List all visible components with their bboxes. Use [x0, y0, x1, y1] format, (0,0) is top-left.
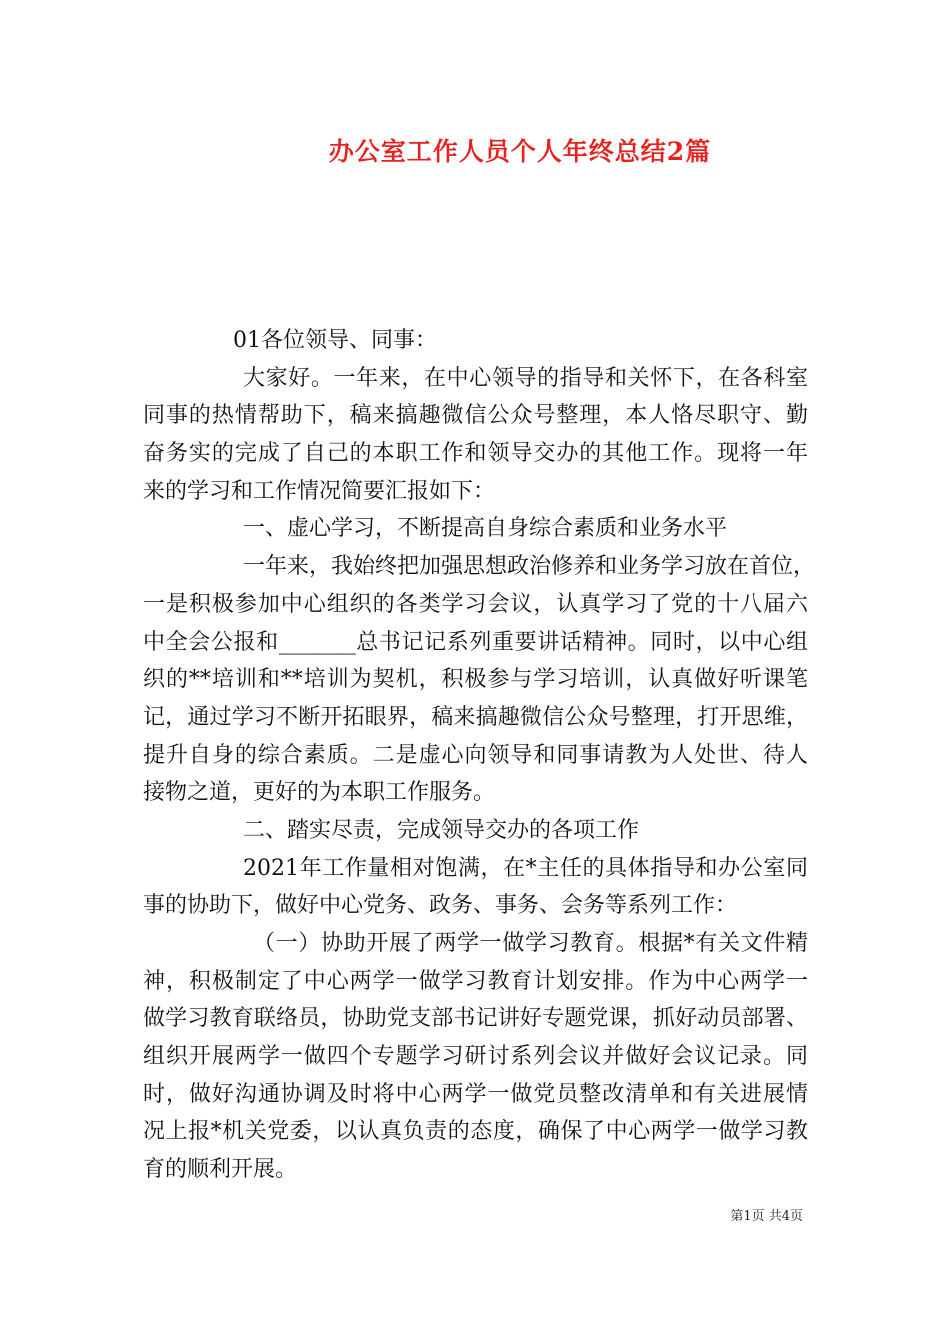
text-line: 奋务实的完成了自己的本职工作和领导交办的其他工作。现将一年 — [143, 441, 808, 467]
text-line: 做学习教育联络员，协助党支部书记讲好专题党课，抓好动员部署、 — [143, 1006, 808, 1032]
text-line: 事的协助下，做好中心党务、政务、事务、会务等系列工作： — [143, 893, 738, 919]
text-line: 一年来，我始终把加强思想政治修养和业务学习放在首位， — [243, 554, 816, 580]
document-body — [143, 322, 816, 1189]
text-line: 时，做好沟通协调及时将中心两学一做党员整改清单和有关进展情 — [143, 1081, 808, 1107]
text-line: 接物之道，更好的为本职工作服务。 — [143, 780, 496, 806]
text-line: （一）协助开展了两学一做学习教育。根据*有关文件精 — [253, 931, 808, 956]
document-title: 办公室工作人员个人年终总结2篇 — [328, 137, 712, 166]
text-line: 育的顺利开展。 — [143, 1157, 298, 1183]
text-line: 提升自身的综合素质。二是虚心向领导和同事请教为人处世、待人 — [143, 742, 808, 768]
text-line: 记，通过学习不断开拓眼界，稿来搞趣微信公众号整理，打开思维， — [143, 704, 808, 730]
section-heading: 一、虚心学习，不断提高自身综合素质和业务水平 — [243, 516, 728, 542]
page-number: 第1页 共4页 — [730, 1209, 803, 1224]
text-line: 来的学习和工作情况简要汇报如下： — [143, 478, 496, 504]
text-line: 织的**培训和**培训为契机，积极参与学习培训，认真做好听课笔 — [143, 667, 808, 693]
text-line: 01各位领导、同事： — [233, 328, 437, 353]
text-line: 中全会公报和_______总书记记系列重要讲话精神。同时，以中心组 — [143, 629, 808, 655]
text-line: 2021年工作量相对饱满，在*主任的具体指导和办公室同 — [243, 855, 808, 881]
text-line: 一是积极参加中心组织的各类学习会议，认真学习了党的十八届六 — [143, 591, 808, 617]
text-line: 组织开展两学一做四个专题学习研讨系列会议并做好会议记录。同 — [143, 1044, 808, 1070]
text-line: 神，积极制定了中心两学一做学习教育计划安排。作为中心两学一 — [143, 968, 808, 994]
text-line: 况上报*机关党委，以认真负责的态度，确保了中心两学一做学习教 — [143, 1119, 808, 1145]
section-heading: 二、踏实尽责，完成领导交办的各项工作 — [243, 817, 640, 843]
text-line: 大家好。一年来，在中心领导的指导和关怀下，在各科室 — [243, 365, 808, 391]
text-line: 同事的热情帮助下，稿来搞趣微信公众号整理，本人恪尽职守、勤 — [143, 403, 808, 429]
